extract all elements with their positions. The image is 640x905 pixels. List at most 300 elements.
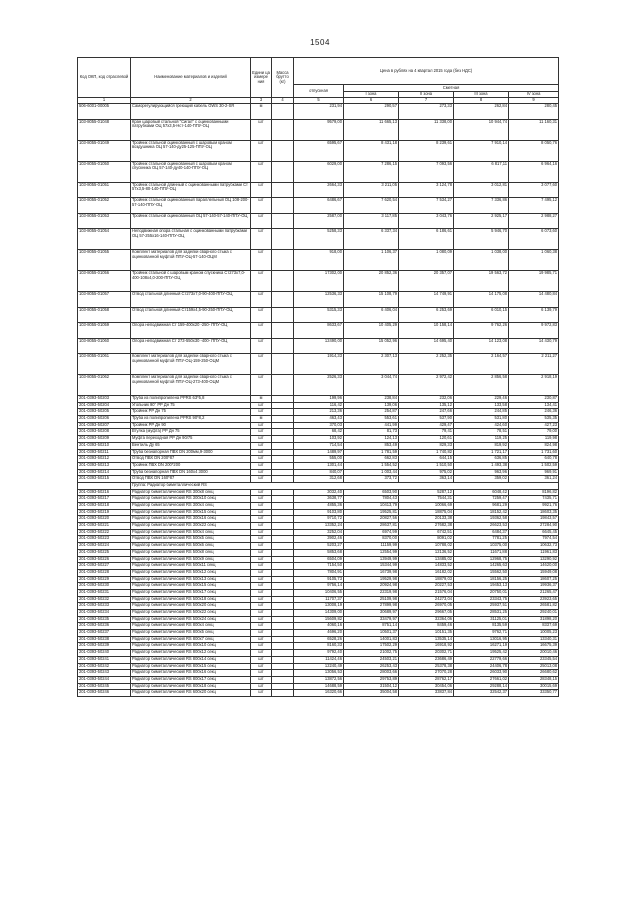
table-row xyxy=(78,610,559,617)
cell-zone-3-price: 244,85 xyxy=(454,409,509,416)
cell-mass xyxy=(272,690,294,697)
cell-release-price: 5258,33 xyxy=(294,229,344,250)
cell-zone-2-price: 2 252,35 xyxy=(399,354,454,375)
header-estimate: Сметная xyxy=(344,85,559,92)
cell-zone-3-price: 14 123,08 xyxy=(454,338,509,354)
table-row xyxy=(78,416,559,423)
cell-release-price: 8633,67 xyxy=(294,323,344,339)
cell-code: 201-0393-50212 xyxy=(78,456,131,463)
cell-zone-1-price: 6 406,04 xyxy=(344,307,399,323)
cell-release-price: 16320,66 xyxy=(294,690,344,697)
table-row xyxy=(78,250,559,271)
cell-zone-3-price: 424,60 xyxy=(454,422,509,429)
cell-name: Радиатор биметаллический RS 500х4 секц xyxy=(131,529,251,536)
table-row xyxy=(78,583,559,590)
cell-name: Саморегулирующийся греющий кабель GWS 30-2-SR xyxy=(131,104,251,120)
cell-zone-3-price: 3 012,81 xyxy=(454,182,509,198)
cell-zone-2-price: 2 972,42 xyxy=(399,375,454,396)
cell-zone-1-price: 20924,98 xyxy=(344,583,399,590)
cell-code: 201-0393-50225 xyxy=(78,549,131,556)
cell-zone-1-price: 25109,98 xyxy=(344,596,399,603)
cell-zone-1-price: 29753,89 xyxy=(344,676,399,683)
cell-zone-3-price: 7 336,86 xyxy=(454,198,509,214)
cell-zone-4-price: 7435,71 xyxy=(509,496,559,503)
cell-mass xyxy=(272,636,294,643)
table-row xyxy=(78,229,559,250)
cell-unit: шт xyxy=(251,529,272,536)
cell-code: 201-0393-50213 xyxy=(78,462,131,469)
cell-name: Радиатор биметаллический RS 500х9 секц xyxy=(131,556,251,563)
cell-zone-4-price: 361,24 xyxy=(509,476,559,483)
cell-zone-3-price: 1 493,38 xyxy=(454,462,509,469)
cell-mass xyxy=(272,429,294,436)
cell-unit: шт xyxy=(251,323,272,339)
cell-mass xyxy=(272,140,294,161)
cell-zone-2-price: 23686,49 xyxy=(399,656,454,663)
cell-zone-2-price: 12136,52 xyxy=(399,549,454,556)
header-release: отпускная xyxy=(294,85,344,98)
cell-name: Радиатор биметаллический RS 500х13 секц xyxy=(131,576,251,583)
table-row xyxy=(78,516,559,523)
cell-unit: шт xyxy=(251,476,272,483)
cell-zone-2-price: 6742,51 xyxy=(399,529,454,536)
cell-code: 201-0393-50230 xyxy=(78,583,131,590)
cell-name: Радиатор биметаллический RS 800х17 секц xyxy=(131,676,251,683)
cell-mass xyxy=(272,670,294,677)
cell-code: 201-0393-50217 xyxy=(78,496,131,503)
cell-unit: шт xyxy=(251,307,272,323)
cell-mass xyxy=(272,650,294,657)
cell-code: 201-0393-50206 xyxy=(78,416,131,423)
cell-zone-3-price: 13016,95 xyxy=(454,636,509,643)
cell-release-price: 213,36 xyxy=(294,409,344,416)
cell-name: Радиатор биметаллический RS 500х20 секц xyxy=(131,603,251,610)
cell-unit: шт xyxy=(251,516,272,523)
table-row xyxy=(78,292,559,308)
cell-zone-3-price: 11671,88 xyxy=(454,549,509,556)
cell-zone-3-price: 20750,01 xyxy=(454,589,509,596)
cell-zone-3-price: 5 946,70 xyxy=(454,229,509,250)
cell-zone-2-price: 5287,12 xyxy=(399,489,454,496)
cell-mass xyxy=(272,523,294,530)
table-row xyxy=(78,476,559,483)
price-table xyxy=(77,57,559,697)
cell-mass xyxy=(272,576,294,583)
cell-zone-2-price: 20227,53 xyxy=(399,583,454,590)
cell-unit: шт xyxy=(251,429,272,436)
cell-zone-3-price: 531,80 xyxy=(454,416,509,423)
cell-zone-4-price: 8 050,76 xyxy=(509,140,559,161)
cell-zone-2-price: 27682,38 xyxy=(399,523,454,530)
cell-zone-2-price: 8091,02 xyxy=(399,536,454,543)
cell-unit: шт xyxy=(251,569,272,576)
cell-zone-4-price: 7 495,12 xyxy=(509,198,559,214)
cell-code: 201-0393-50214 xyxy=(78,469,131,476)
cell-zone-4-price: 79,00 xyxy=(509,429,559,436)
cell-code: 201-0393-50205 xyxy=(78,409,131,416)
cell-zone-4-price: 9921,76 xyxy=(509,503,559,510)
cell-zone-1-price: 3 117,85 xyxy=(344,213,399,229)
cell-zone-4-price: 26581,82 xyxy=(509,603,559,610)
cell-mass xyxy=(272,583,294,590)
cell-zone-4-price: 969,91 xyxy=(509,469,559,476)
cell-name: Радиатор биметаллический RS 800х12 секц xyxy=(131,650,251,657)
col-number: 5 xyxy=(294,98,344,104)
cell-zone-3-price: 10 944,74 xyxy=(454,119,509,140)
cell-zone-1-price: 20 852,36 xyxy=(344,271,399,292)
cell-zone-4-price: 30015,69 xyxy=(509,683,559,690)
cell-zone-3-price: 19453,13 xyxy=(454,583,509,590)
cell-code: 201-0393-50241 xyxy=(78,656,131,663)
cell-mass xyxy=(272,543,294,550)
cell-zone-4-price: 21265,47 xyxy=(509,589,559,596)
cell-name: Опора неподвижная Ст 159-400х20 -250- ППУ-ОЦ xyxy=(131,323,251,339)
cell-unit: шт xyxy=(251,610,272,617)
cell-zone-1-price: 17502,29 xyxy=(344,643,399,650)
cell-zone-4-price: 31898,20 xyxy=(509,616,559,623)
col-number: 1 xyxy=(78,98,131,104)
cell-name: Вентиль Ду 65 xyxy=(131,442,251,449)
cell-zone-4-price: 1 060,38 xyxy=(509,250,559,271)
cell-zone-4-price: 2 918,19 xyxy=(509,375,559,396)
cell-release-price: 6504,09 xyxy=(294,556,344,563)
cell-zone-4-price: 11 160,31 xyxy=(509,119,559,140)
cell-zone-1-price: 19525,81 xyxy=(344,509,399,516)
cell-release-price: 231,94 xyxy=(294,104,344,120)
table-row xyxy=(78,543,559,550)
table-row xyxy=(78,449,559,456)
cell-mass xyxy=(272,643,294,650)
cell-unit: м xyxy=(251,416,272,423)
cell-zone-3-price: 18152,42 xyxy=(454,509,509,516)
cell-zone-2-price: 16918,92 xyxy=(399,643,454,650)
cell-unit: шт xyxy=(251,119,272,140)
table-row xyxy=(78,529,559,536)
cell-zone-4-price: 6 139,79 xyxy=(509,307,559,323)
header-zone-4: IV зона xyxy=(509,91,559,98)
col-number: 8 xyxy=(454,98,509,104)
cell-zone-4-price: 230,87 xyxy=(509,396,559,403)
cell-mass xyxy=(272,676,294,683)
cell-release-price: 3032,40 xyxy=(294,489,344,496)
cell-unit: шт xyxy=(251,596,272,603)
cell-code: 201-0393-50222 xyxy=(78,529,131,536)
table-row xyxy=(78,213,559,229)
cell-unit: шт xyxy=(251,623,272,630)
cell-release-price: 5853,68 xyxy=(294,549,344,556)
table-row xyxy=(78,683,559,690)
cell-zone-4-price: 9 972,83 xyxy=(509,323,559,339)
cell-zone-2-price: 25378,38 xyxy=(399,663,454,670)
cell-code: 201-0393-50203 xyxy=(78,396,131,403)
cell-release-price: 15609,82 xyxy=(294,616,344,623)
cell-zone-2-price: 429,47 xyxy=(399,422,454,429)
cell-zone-2-price: 8459,46 xyxy=(399,623,454,630)
cell-name: Радиатор биметаллический RS 500х22 секц xyxy=(131,610,251,617)
cell-zone-2-price: 829,33 xyxy=(399,442,454,449)
cell-zone-2-price: 13535,14 xyxy=(399,636,454,643)
cell-zone-1-price: 373,72 xyxy=(344,476,399,483)
cell-name: Отвод стальной длинный Ст273х7,0-90-400-ППУ-ОЦ xyxy=(131,292,251,308)
cell-zone-3-price: 229,46 xyxy=(454,396,509,403)
cell-unit: шт xyxy=(251,456,272,463)
cell-release-price: 11707,37 xyxy=(294,596,344,603)
cell-unit: шт xyxy=(251,496,272,503)
cell-mass xyxy=(272,509,294,516)
cell-unit: шт xyxy=(251,442,272,449)
cell-zone-3-price: 22779,66 xyxy=(454,656,509,663)
cell-zone-1-price: 3 044,74 xyxy=(344,375,399,396)
cell-zone-2-price: 18879,03 xyxy=(399,576,454,583)
cell-zone-1-price: 11 665,13 xyxy=(344,119,399,140)
table-row xyxy=(78,442,559,449)
cell-release-price: 3252,04 xyxy=(294,529,344,536)
cell-release-price: 8160,33 xyxy=(294,643,344,650)
cell-zone-2-price: 18875,04 xyxy=(399,509,454,516)
cell-zone-3-price: 19525,42 xyxy=(454,650,509,657)
table-row xyxy=(78,104,559,120)
table-row xyxy=(78,670,559,677)
cell-zone-4-price: 14620,00 xyxy=(509,563,559,570)
cell-release-price: 9103,80 xyxy=(294,509,344,516)
cell-code: 103-8055-01058 xyxy=(78,307,131,323)
cell-code: 103-8055-01055 xyxy=(78,250,131,271)
col-number: 4 xyxy=(272,98,294,104)
cell-code: 201-0393-50244 xyxy=(78,676,131,683)
cell-zone-3-price: 7259,47 xyxy=(454,496,509,503)
cell-release-price: 9756,14 xyxy=(294,583,344,590)
cell-zone-3-price: 9762,71 xyxy=(454,630,509,637)
cell-release-price: 3638,77 xyxy=(294,496,344,503)
cell-zone-2-price: 20302,71 xyxy=(399,650,454,657)
table-row xyxy=(78,636,559,643)
cell-zone-3-price: 636,85 xyxy=(454,456,509,463)
cell-mass xyxy=(272,616,294,623)
cell-release-price: 13352,24 xyxy=(294,523,344,530)
cell-mass xyxy=(272,589,294,596)
cell-code: 201-0393-50211 xyxy=(78,449,131,456)
cell-zone-3-price: 9 762,26 xyxy=(454,323,509,339)
cell-code: 201-0393-50216 xyxy=(78,489,131,496)
cell-mass xyxy=(272,119,294,140)
cell-code: 201-0393-50207 xyxy=(78,422,131,429)
cell-unit: шт xyxy=(251,469,272,476)
cell-zone-1-price: 31504,12 xyxy=(344,683,399,690)
cell-mass xyxy=(272,556,294,563)
cell-release-price: 3902,46 xyxy=(294,536,344,543)
page-number: 1504 xyxy=(310,38,330,47)
cell-name: Радиатор биметаллический RS 800х4 секц xyxy=(131,623,251,630)
cell-mass xyxy=(272,496,294,503)
cell-zone-1-price: 16739,98 xyxy=(344,569,399,576)
cell-zone-1-price: 21002,75 xyxy=(344,650,399,657)
cell-name: Радиатор биметаллический RS 300х10 секц xyxy=(131,496,251,503)
cell-unit: шт xyxy=(251,338,272,354)
cell-mass xyxy=(272,198,294,214)
cell-code: 201-0393-50209 xyxy=(78,436,131,443)
table-row xyxy=(78,489,559,496)
cell-code: 103-8055-01056 xyxy=(78,271,131,292)
cell-zone-4-price: 29240,01 xyxy=(509,610,559,617)
cell-unit: шт xyxy=(251,643,272,650)
cell-zone-2-price: 10151,35 xyxy=(399,630,454,637)
cell-zone-4-price: 119,98 xyxy=(509,436,559,443)
cell-name: Труба безнапорная ПВХ DN 200мм,9-3000 xyxy=(131,449,251,456)
cell-code: 103-8055-01050 xyxy=(78,161,131,182)
cell-name: Втулка (муфта) РР Дн 75 xyxy=(131,429,251,436)
table-header xyxy=(78,58,559,104)
cell-zone-2-price: 24273,04 xyxy=(399,596,454,603)
cell-unit: шт xyxy=(251,690,272,697)
cell-name: Радиатор биметаллический RS 800х10 секц xyxy=(131,643,251,650)
table-row xyxy=(78,536,559,543)
cell-code: 201-0393-50239 xyxy=(78,643,131,650)
cell-mass xyxy=(272,469,294,476)
cell-mass xyxy=(272,436,294,443)
cell-release-price: 11424,46 xyxy=(294,656,344,663)
header-unit: Едини ца измере ния xyxy=(251,58,272,98)
cell-zone-2-price: 20133,38 xyxy=(399,516,454,523)
cell-zone-3-price: 14 175,08 xyxy=(454,292,509,308)
cell-zone-3-price: 14265,63 xyxy=(454,563,509,570)
cell-release-price: 6029,00 xyxy=(294,161,344,182)
cell-zone-2-price: 79,41 xyxy=(399,429,454,436)
cell-zone-4-price: 13340,31 xyxy=(509,636,559,643)
cell-unit: шт xyxy=(251,449,272,456)
cell-code: 103-8055-01060 xyxy=(78,338,131,354)
cell-release-price: 1301,44 xyxy=(294,462,344,469)
cell-mass xyxy=(272,375,294,396)
cell-zone-4-price: 13290,92 xyxy=(509,556,559,563)
cell-zone-4-price: 14 480,84 xyxy=(509,292,559,308)
cell-zone-3-price: 28531,25 xyxy=(454,610,509,617)
table-row xyxy=(78,469,559,476)
cell-mass xyxy=(272,610,294,617)
cell-zone-1-price: 15 052,96 xyxy=(344,338,399,354)
cell-name: Кран шаровый стальной "Сигал" с оцинкованными патрубками ОЦ 57х3,5-Нст-140-ППУ-ОЦ xyxy=(131,119,251,140)
cell-name: Угольник 90° РР Дн 75 xyxy=(131,402,251,409)
cell-code: 103-8055-01057 xyxy=(78,292,131,308)
table-row xyxy=(78,509,559,516)
table-row xyxy=(78,690,559,697)
table-row xyxy=(78,523,559,530)
cell-unit: шт xyxy=(251,650,272,657)
cell-zone-3-price: 819,92 xyxy=(454,442,509,449)
cell-name: Радиатор биметаллический RS 600х20 секц xyxy=(131,690,251,697)
cell-zone-3-price: 8135,59 xyxy=(454,623,509,630)
cell-zone-4-price: 6 073,60 xyxy=(509,229,559,250)
cell-zone-3-price: 19 563,72 xyxy=(454,271,509,292)
cell-code: 201-0393-50242 xyxy=(78,663,131,670)
cell-zone-3-price: 18156,25 xyxy=(454,576,509,583)
cell-code: 201-0393-50224 xyxy=(78,543,131,550)
cell-release-price: 4060,16 xyxy=(294,623,344,630)
cell-code: 103-8055-01054 xyxy=(78,229,131,250)
cell-zone-2-price: 1 510,50 xyxy=(399,462,454,469)
cell-name: Труба безнапорная ПВХ DN 160х4 3000 xyxy=(131,469,251,476)
cell-zone-2-price: 10 158,14 xyxy=(399,323,454,339)
table-row xyxy=(78,589,559,596)
cell-code: 506-6001-00005 xyxy=(78,104,131,120)
cell-name: Тройник стальной оцинкованный с шаровым краном воздушника ОЦ 57-140-ду25-125-ППУ-ОЦ xyxy=(131,140,251,161)
cell-release-price: 4855,36 xyxy=(294,503,344,510)
cell-code: 103-8055-01061 xyxy=(78,354,131,375)
table-row xyxy=(78,375,559,396)
cell-zone-3-price: 32542,37 xyxy=(454,690,509,697)
cell-zone-3-price: 24406,78 xyxy=(454,663,509,670)
cell-release-price: 116,42 xyxy=(294,402,344,409)
cell-zone-3-price: 10375,00 xyxy=(454,543,509,550)
table-row xyxy=(78,503,559,510)
cell-zone-1-price: 1 781,59 xyxy=(344,449,399,456)
cell-name: Радиатор биметаллический RS 800х5 секц xyxy=(131,630,251,637)
cell-release-price: 9579,00 xyxy=(294,119,344,140)
cell-zone-4-price: 824,98 xyxy=(509,442,559,449)
cell-zone-2-price: 28762,17 xyxy=(399,676,454,683)
cell-name: Радиатор биметаллический RS 500х6 секц xyxy=(131,543,251,550)
table-row xyxy=(78,198,559,214)
cell-mass xyxy=(272,656,294,663)
table-row xyxy=(78,119,559,140)
cell-zone-4-price: 6645,45 xyxy=(509,529,559,536)
cell-release-price: 68,42 xyxy=(294,429,344,436)
cell-unit: шт xyxy=(251,563,272,570)
cell-code: 103-8055-01052 xyxy=(78,198,131,214)
cell-code: 201-0393-50208 xyxy=(78,429,131,436)
cell-zone-1-price: 124,13 xyxy=(344,436,399,443)
cell-zone-3-price: 9681,29 xyxy=(454,503,509,510)
cell-zone-2-price: 16182,02 xyxy=(399,569,454,576)
cell-zone-1-price: 28637,81 xyxy=(344,523,399,530)
cell-unit: шт xyxy=(251,556,272,563)
cell-zone-3-price: 25937,51 xyxy=(454,603,509,610)
cell-zone-1-price: 1 106,37 xyxy=(344,250,399,271)
table-row xyxy=(78,569,559,576)
cell-zone-4-price: 28348,15 xyxy=(509,676,559,683)
cell-zone-1-price: 15 108,79 xyxy=(344,292,399,308)
cell-mass xyxy=(272,630,294,637)
cell-zone-4-price: 280,45 xyxy=(509,104,559,120)
cell-name: Радиатор биметаллический RS 800х7 секц xyxy=(131,636,251,643)
cell-zone-1-price: 662,83 xyxy=(344,456,399,463)
cell-zone-3-price: 12968,75 xyxy=(454,556,509,563)
cell-code: 103-8055-01059 xyxy=(78,323,131,339)
cell-name: Комплект материалов для заделки сварного стыка с оцинкованной муфтой ППУ-ОЦ-159-250-ОЦМ xyxy=(131,354,251,375)
cell-name: Комплект материалов для заделки сварного стыка с оцинкованной муфтой ППУ-ОЦ-273-400-ОЦМ xyxy=(131,375,251,396)
col-number: 3 xyxy=(251,98,272,104)
cell-release-price: 12536,33 xyxy=(294,292,344,308)
cell-zone-4-price: 8337,69 xyxy=(509,623,559,630)
cell-zone-1-price: 7 286,15 xyxy=(344,161,399,182)
cell-zone-1-price: 26253,43 xyxy=(344,663,399,670)
table-row xyxy=(78,663,559,670)
cell-name: Отвод ПВХ DN 200*87 xyxy=(131,456,251,463)
cell-name: Опора неподвижная Ст 273-550х30 -400- ППУ-ОЦ xyxy=(131,338,251,354)
cell-zone-1-price: 1 554,52 xyxy=(344,462,399,469)
cell-code: 201-0393-50226 xyxy=(78,556,131,563)
cell-mass xyxy=(272,489,294,496)
cell-code: 201-0393-50245 xyxy=(78,683,131,690)
cell-release-price: 840,07 xyxy=(294,469,344,476)
cell-mass xyxy=(272,529,294,536)
table-row xyxy=(78,402,559,409)
cell-name: Радиатор биметаллический RS 500х11 секц xyxy=(131,563,251,570)
cell-mass xyxy=(272,623,294,630)
cell-unit: шт xyxy=(251,213,272,229)
cell-code: 103-8055-01049 xyxy=(78,140,131,161)
cell-code: 201-0393-50232 xyxy=(78,596,131,603)
cell-zone-3-price: 27661,02 xyxy=(454,676,509,683)
